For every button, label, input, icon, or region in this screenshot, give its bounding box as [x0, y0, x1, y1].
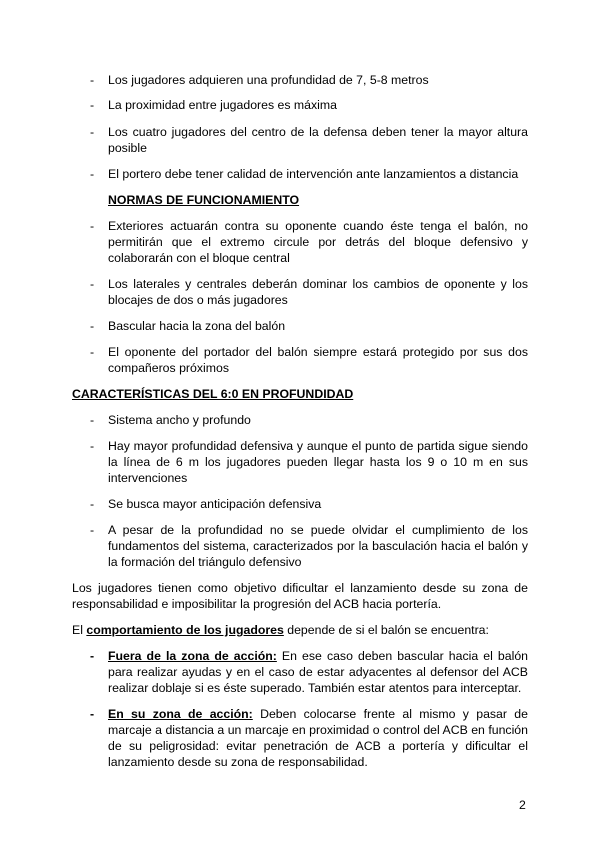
- bullet-dash: -: [90, 523, 95, 537]
- list-item-body: Deben colocarse frente al mismo y pasar de marcaje a distancia a un marcaje en proximidad o control del ACB en función de su peligrosidad: evitar penetración de ACB a portería y dificultar el lanzamiento desde su zona de responsabilidad.: [108, 707, 528, 769]
- list-item-text: Los laterales y centrales deberán dominar los cambios de oponente y los blocajes de dos o más jugadores: [108, 277, 528, 307]
- bullet-dash: -: [90, 73, 95, 87]
- list-item-text: Hay mayor profundidad defensiva y aunque el punto de partida sigue siendo la línea de 6 m los jugadores pueden llegar hasta los 9 o 10 m en sus intervenciones: [108, 439, 528, 485]
- emphasis-comportamiento: comportamiento de los jugadores: [86, 623, 284, 637]
- list-item-text: [108, 648, 528, 696]
- list-item-text: El portero debe tener calidad de intervención ante lanzamientos a distancia: [108, 167, 519, 181]
- bullet-dash: -: [90, 413, 95, 427]
- paragraph-suffix: depende de si el balón se encuentra:: [283, 623, 489, 637]
- bullet-dash: -: [90, 707, 95, 721]
- bullet-dash: -: [90, 277, 95, 291]
- bullet-dash: -: [90, 345, 95, 359]
- section-heading-normas: NORMAS DE FUNCIONAMIENTO: [108, 193, 300, 207]
- list-item-label: En su zona de acción:: [108, 707, 253, 721]
- list-item-text: A pesar de la profundidad no se puede olvidar el cumplimiento de los fundamentos del sistema, caracterizados por la basculación hacia el balón y la formación del triángulo defensivo: [108, 523, 528, 569]
- list-item-text: El oponente del portador del balón siempre estará protegido por sus dos compañeros próximos: [108, 345, 528, 375]
- bullet-dash: -: [90, 167, 95, 181]
- paragraph-prefix: El: [72, 623, 87, 637]
- paragraph-objetivo: Los jugadores tienen como objetivo dificultar el lanzamiento desde su zona de responsabilidad e imposibilitar la progresión del ACB hacia portería.: [72, 581, 528, 611]
- bullet-dash: -: [90, 649, 95, 663]
- list-item-text: Los jugadores adquieren una profundidad de 7, 5-8 metros: [108, 73, 429, 87]
- page-number: 2: [519, 798, 526, 812]
- bullet-dash: -: [90, 125, 95, 139]
- list-item-text: Sistema ancho y profundo: [108, 413, 251, 427]
- bullet-dash: -: [90, 319, 95, 333]
- list-item-label: Fuera de la zona de acción:: [108, 649, 277, 663]
- list-item-text: Los cuatro jugadores del centro de la defensa deben tener la mayor altura posible: [108, 125, 528, 155]
- list-item-text: Exteriores actuarán contra su oponente cuando éste tenga el balón, no permitirán que el extremo circule por detrás del bloque defensivo y colaborarán con el bloque central: [108, 219, 528, 265]
- bullet-dash: -: [90, 439, 95, 453]
- list-item-text: Bascular hacia la zona del balón: [108, 319, 286, 333]
- bullet-dash: -: [90, 98, 95, 112]
- section-heading-caracteristicas: CARACTERÍSTICAS DEL 6:0 EN PROFUNDIDAD: [72, 387, 354, 401]
- bullet-dash: -: [90, 497, 95, 511]
- paragraph-comportamiento: [72, 622, 528, 638]
- list-item-text: La proximidad entre jugadores es máxima: [108, 98, 337, 112]
- list-item-body: En ese caso deben bascular hacia el balón para realizar ayudas y en el caso de estar adyacentes al defensor del ACB realizar doblaje si es éste superado. También estar atentos para interceptar.: [108, 649, 528, 695]
- list-item-text: [108, 706, 528, 770]
- bullet-dash: -: [90, 219, 95, 233]
- list-item-text: Se busca mayor anticipación defensiva: [108, 497, 322, 511]
